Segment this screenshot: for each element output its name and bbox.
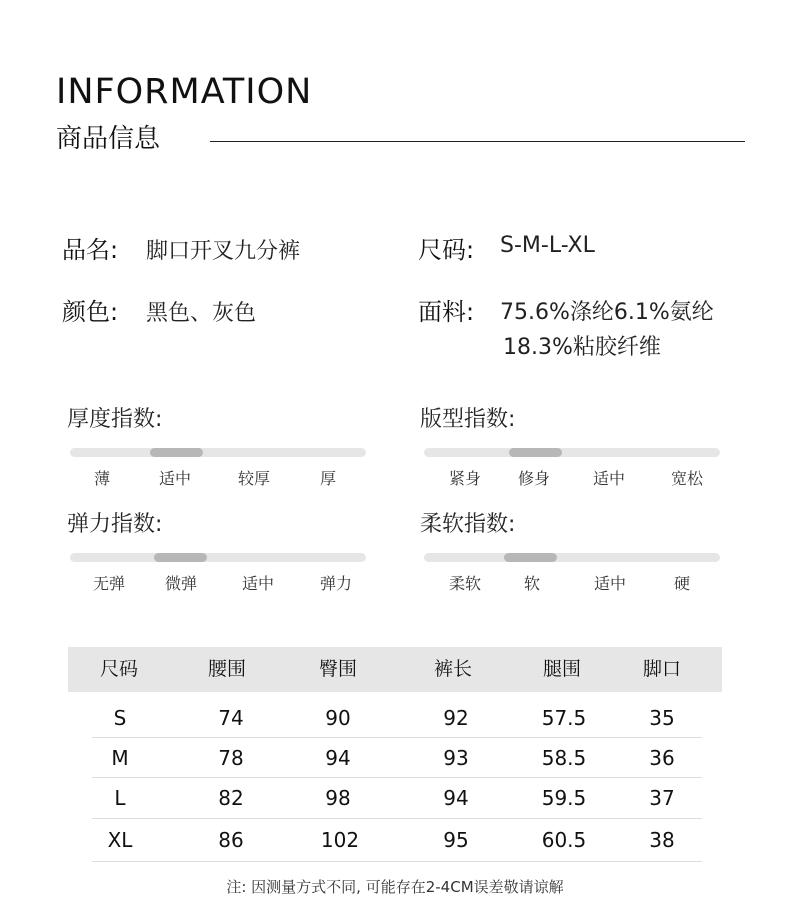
table-cell: 94 bbox=[325, 746, 351, 770]
row-divider bbox=[92, 861, 702, 862]
softness-tick: 适中 bbox=[593, 574, 626, 593]
table-cell: 78 bbox=[218, 746, 244, 770]
table-cell: 60.5 bbox=[541, 828, 587, 852]
softness-index-title: 柔软指数: bbox=[420, 512, 516, 537]
elasticity-tick: 适中 bbox=[241, 574, 274, 593]
table-cell: 58.5 bbox=[541, 746, 587, 770]
column-header-hip: 臀围 bbox=[318, 658, 357, 680]
row-divider bbox=[92, 777, 702, 778]
table-row bbox=[0, 706, 790, 732]
softness-index-indicator bbox=[504, 553, 557, 562]
name-label: 品名: bbox=[62, 236, 119, 264]
table-cell: 57.5 bbox=[541, 706, 587, 730]
fit-index-track bbox=[424, 448, 720, 457]
table-cell: M bbox=[111, 746, 129, 770]
column-header-length: 裤长 bbox=[433, 658, 472, 680]
softness-tick: 硬 bbox=[673, 574, 690, 593]
fabric-value-line1: 75.6%涤纶6.1%氨纶 bbox=[500, 300, 714, 325]
table-cell: 59.5 bbox=[541, 786, 587, 810]
table-cell: 36 bbox=[649, 746, 675, 770]
thickness-index-indicator bbox=[150, 448, 203, 457]
elasticity-tick: 无弹 bbox=[92, 574, 125, 593]
size-label: 尺码: bbox=[418, 236, 475, 264]
fit-index-indicator bbox=[509, 448, 562, 457]
softness-tick: 柔软 bbox=[448, 574, 481, 593]
column-header-thigh: 腿围 bbox=[542, 658, 581, 680]
fit-tick: 修身 bbox=[517, 469, 550, 488]
row-divider bbox=[92, 818, 702, 819]
section-title-en: INFORMATION bbox=[56, 72, 313, 112]
name-value: 脚口开叉九分裤 bbox=[146, 239, 301, 264]
measurement-note: 注: 因测量方式不同, 可能存在2-4CM误差敬请谅解 bbox=[226, 878, 564, 896]
table-row bbox=[0, 746, 790, 772]
elasticity-tick: 弹力 bbox=[319, 574, 352, 593]
thickness-index-title: 厚度指数: bbox=[67, 407, 163, 432]
thickness-index-track bbox=[70, 448, 366, 457]
column-header-size: 尺码 bbox=[99, 658, 138, 680]
thickness-tick: 适中 bbox=[158, 469, 191, 488]
table-cell: 98 bbox=[325, 786, 351, 810]
color-label: 颜色: bbox=[62, 298, 119, 326]
table-cell: 82 bbox=[218, 786, 244, 810]
elasticity-index-title: 弹力指数: bbox=[67, 512, 163, 537]
table-row bbox=[0, 828, 790, 854]
elasticity-index-indicator bbox=[154, 553, 207, 562]
table-cell: 102 bbox=[320, 828, 360, 852]
section-title-cn: 商品信息 bbox=[56, 124, 161, 154]
table-cell: 86 bbox=[218, 828, 244, 852]
softness-index-track bbox=[424, 553, 720, 562]
table-cell: 90 bbox=[325, 706, 351, 730]
thickness-tick: 厚 bbox=[319, 469, 336, 488]
table-cell: S bbox=[113, 706, 127, 730]
thickness-tick: 较厚 bbox=[237, 469, 270, 488]
header-divider bbox=[210, 141, 745, 142]
table-row bbox=[0, 786, 790, 812]
fit-tick: 紧身 bbox=[448, 469, 481, 488]
size-value: S-M-L-XL bbox=[500, 233, 595, 258]
fabric-label: 面料: bbox=[418, 298, 475, 326]
fabric-value-line2: 18.3%粘胶纤维 bbox=[503, 335, 661, 360]
column-header-waist: 腰围 bbox=[207, 658, 246, 680]
size-table-header bbox=[68, 647, 722, 692]
color-value: 黑色、灰色 bbox=[146, 301, 257, 326]
fit-tick: 适中 bbox=[592, 469, 625, 488]
fit-index-title: 版型指数: bbox=[420, 407, 516, 432]
column-header-hem: 脚口 bbox=[642, 658, 681, 680]
softness-tick: 软 bbox=[523, 574, 540, 593]
table-cell: 37 bbox=[649, 786, 675, 810]
table-cell: L bbox=[114, 786, 126, 810]
elasticity-tick: 微弹 bbox=[164, 574, 197, 593]
table-cell: 95 bbox=[443, 828, 469, 852]
elasticity-index-track bbox=[70, 553, 366, 562]
table-cell: 35 bbox=[649, 706, 675, 730]
table-cell: 92 bbox=[443, 706, 469, 730]
table-cell: 38 bbox=[649, 828, 675, 852]
table-cell: XL bbox=[107, 828, 133, 852]
table-cell: 93 bbox=[443, 746, 469, 770]
table-cell: 74 bbox=[218, 706, 244, 730]
thickness-tick: 薄 bbox=[93, 469, 110, 488]
row-divider bbox=[92, 737, 702, 738]
table-cell: 94 bbox=[443, 786, 469, 810]
fit-tick: 宽松 bbox=[670, 469, 703, 488]
